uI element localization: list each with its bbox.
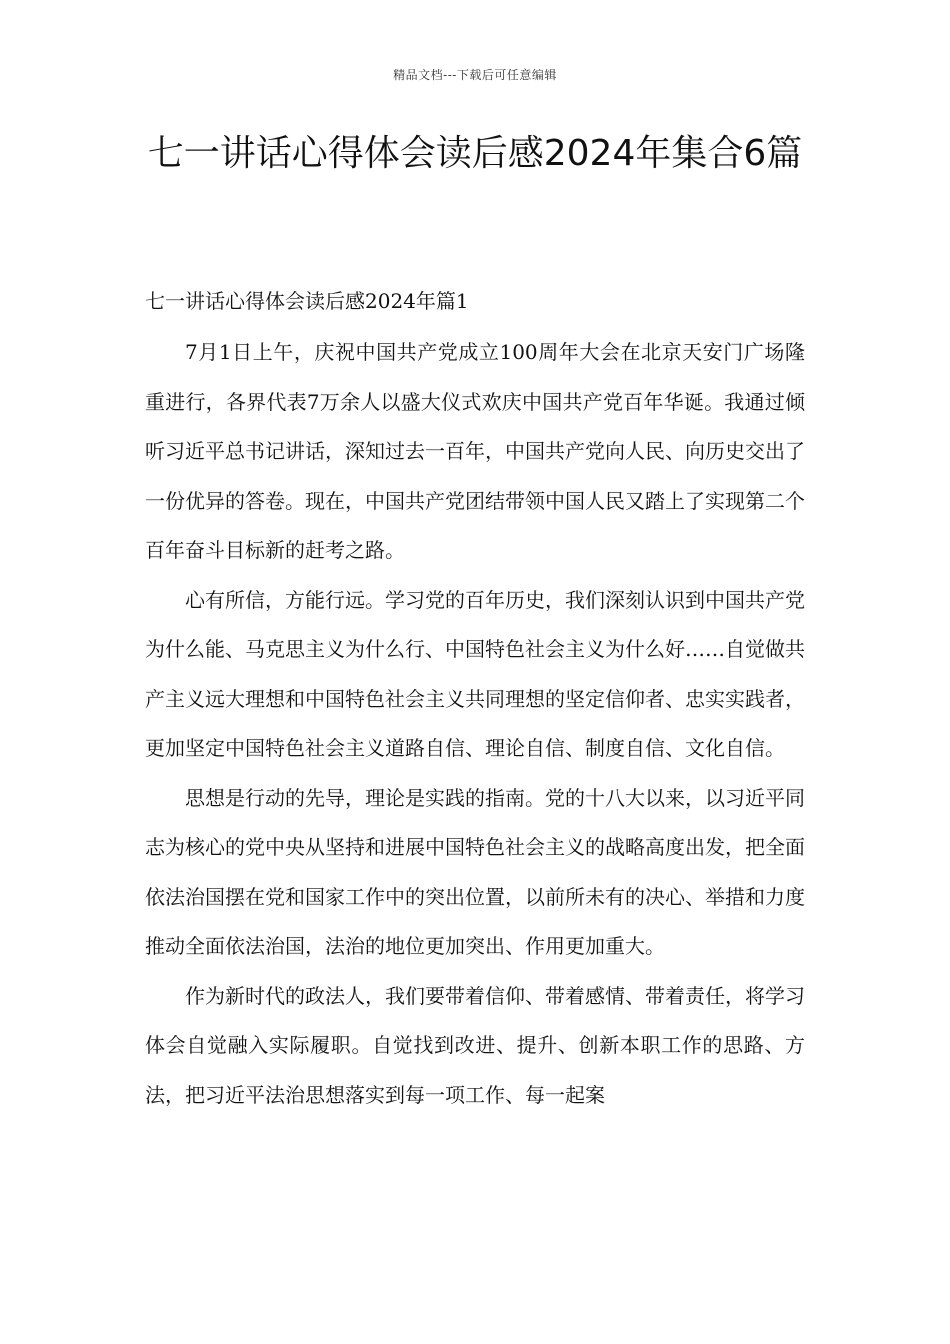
paragraph: 7月1日上午，庆祝中国共产党成立100周年大会在北京天安门广场隆重进行，各界代表7万余人以盛大仪式欢庆中国共产党百年华诞。我通过倾听习近平总书记讲话，深知过去一百年，中国共产党向人民、向历史交出了一份优异的答卷。现在，中国共产党团结带领中国人民又踏上了实现第二个百年奋斗目标新的赶考之路。	[145, 340, 805, 562]
paragraph: 思想是行动的先导，理论是实践的指南。党的十八大以来，以习近平同志为核心的党中央从坚持和进展中国特色社会主义的战略高度出发，把全面依法治国摆在党和国家工作中的突出位置，以前所未有的决心、举措和力度推动全面依法治国，法治的地位更加突出、作用更加重大。	[145, 785, 805, 958]
header-note: 精品文档---下载后可任意编辑	[393, 68, 557, 82]
section-heading: 七一讲话心得体会读后感2024年篇1	[145, 289, 469, 313]
paragraph: 心有所信，方能行远。学习党的百年历史，我们深刻认识到中国共产党为什么能、马克思主义为什么行、中国特色社会主义为什么好……自觉做共产主义远大理想和中国特色社会主义共同理想的坚定信仰者、忠实实践者，更加坚定中国特色社会主义道路自信、理论自信、制度自信、文化自信。	[145, 587, 805, 760]
document-body	[145, 280, 805, 1120]
paragraph: 作为新时代的政法人，我们要带着信仰、带着感情、带着责任，将学习体会自觉融入实际履职。自觉找到改进、提升、创新本职工作的思路、方法，把习近平法治思想落实到每一项工作、每一起案	[145, 983, 805, 1107]
document-title: 七一讲话心得体会读后感2024年集合6篇	[147, 133, 803, 174]
